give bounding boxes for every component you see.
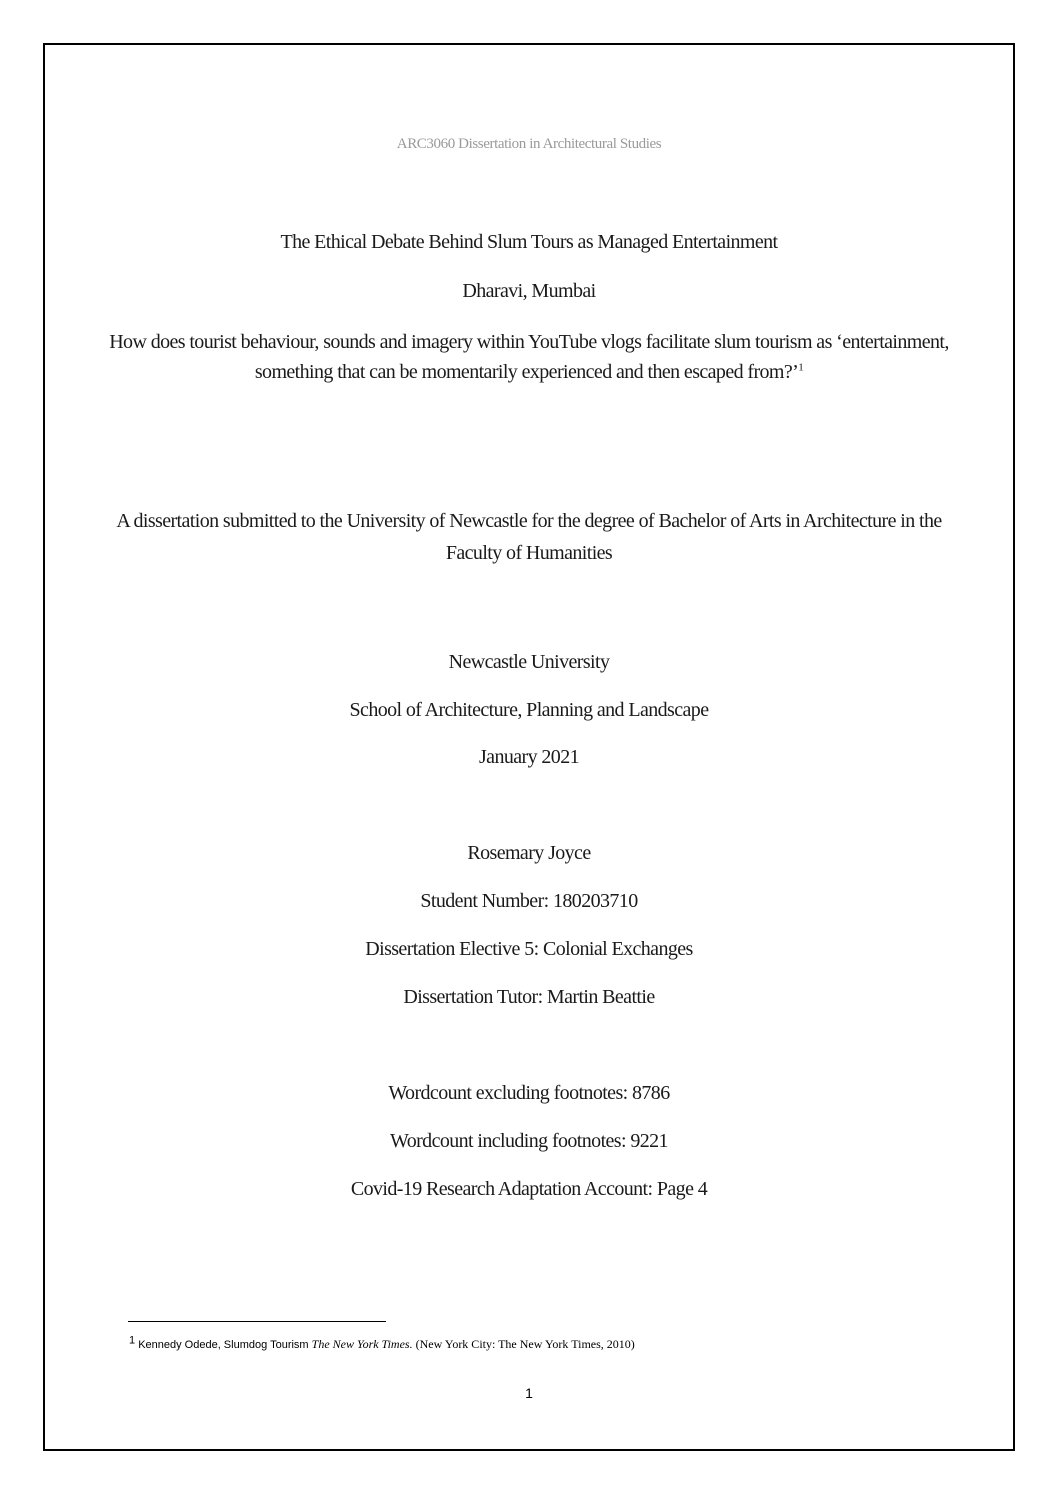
author-name: Rosemary Joyce xyxy=(467,842,591,864)
footnote-number: 1 xyxy=(129,1334,136,1347)
submission-date: January 2021 xyxy=(479,746,579,768)
student-number: Student Number: 180203710 xyxy=(420,890,638,912)
research-question-text: How does tourist behaviour, sounds and imagery within YouTube vlogs facilitate slum tourism as ‘entertainment, something that can be momentarily experienced and then escaped from?’ xyxy=(109,331,949,383)
dissertation-location: Dharavi, Mumbai xyxy=(462,280,596,302)
dissertation-title: The Ethical Debate Behind Slum Tours as Managed Entertainment xyxy=(280,231,778,253)
submission-statement: A dissertation submitted to the University of Newcastle for the degree of Bachelor of Arts in Architecture in the Faculty of Humanities xyxy=(116,510,942,564)
dissertation-elective: Dissertation Elective 5: Colonial Exchanges xyxy=(365,938,693,960)
page-border xyxy=(43,43,1015,1451)
footnote-separator xyxy=(128,1321,386,1322)
wordcount-including: Wordcount including footnotes: 9221 xyxy=(390,1130,668,1152)
school-name: School of Architecture, Planning and Landscape xyxy=(349,699,709,721)
footnote-reference: 1 xyxy=(798,361,804,374)
wordcount-excluding: Wordcount excluding footnotes: 8786 xyxy=(388,1082,670,1104)
footnote-author-title: Kennedy Odede, Slumdog Tourism xyxy=(138,1339,309,1351)
covid-adaptation-account: Covid-19 Research Adaptation Account: Page 4 xyxy=(350,1178,708,1200)
university-name: Newcastle University xyxy=(448,651,610,673)
page-number: 1 xyxy=(525,1385,533,1401)
footnote-publication: The New York Times. xyxy=(311,1337,413,1351)
footnote xyxy=(129,1334,635,1352)
module-code-header: ARC3060 Dissertation in Architectural Studies xyxy=(396,136,662,152)
footnote-details: (New York City: The New York Times, 2010) xyxy=(415,1337,635,1351)
research-question xyxy=(45,327,1013,387)
dissertation-tutor: Dissertation Tutor: Martin Beattie xyxy=(403,986,655,1008)
